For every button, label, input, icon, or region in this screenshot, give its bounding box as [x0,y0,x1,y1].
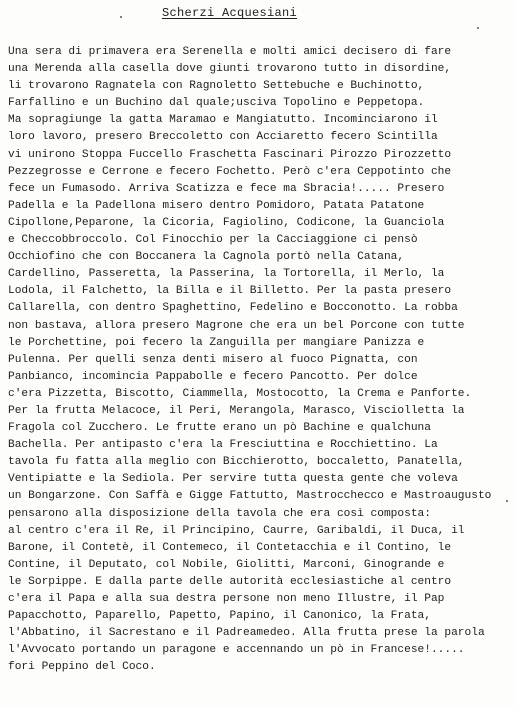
text-line: un Bongarzone. Con Saffà e Gigge Fattutto, Mastrocchecco e Mastroaugusto [8,490,492,503]
text-line: Callarella, con dentro Spaghettino, Fedelino e Bocconotto. La robba [8,302,458,315]
text-line: Contine, il Deputato, col Nobile, Giolitti, Marconi, Ginogrande e [8,558,445,571]
text-line: Ventipiatte e la Sediola. Per servire tutta questa gente che voleva [8,473,458,486]
document-title: Scherzi Acquesiani [162,6,298,20]
text-line: fori Peppino del Coco. [8,661,156,674]
text-line: c'era il Papa e alla sua destra persone non meno Illustre, il Pap [8,593,445,605]
text-line: Panbianco, incomincia Pappabolle e fecero Pancotto. Per dolce [8,370,418,383]
text-line: pensarono alla disposizione della tavola che era così composta: [8,507,431,520]
text-line: fece un Fumasodo. Arriva Scatizza e fece ma Sbracia!..... Presero [8,182,445,195]
text-line: Lodola, il Falchetto, la Billa e il Billetto. Per la pasta presero [8,285,452,298]
text-line: Occhiofino che con Boccanera la Cagnola portò nella Catana, [8,251,405,264]
text-line: le Sorpippe. E dalla parte delle autorità ecclesiastiche al centro [8,575,452,588]
text-line: c'era Pizzetta, Biscotto, Ciammella, Mostocotto, la Crema e Panforte. [8,387,472,400]
text-line: l'Avvocato portando un paragone e accennando un pò in Francese!..... [8,644,465,657]
text-line: li trovarono Ragnatela con Ragnoletto Settebuche e Buchinotto, [8,80,425,93]
text-line: Fragola col Zucchero. Le frutte erano un pò Bachine e qualchuna [8,422,431,435]
text-line: Barone, il Contetè, il Contemeco, il Contetacchia e il Contino, le [8,541,452,554]
text-line: Per la frutta Melacoce, il Peri, Merangola, Marasco, Visciolletta la [8,404,465,417]
text-line: Ma sopragiunge la gatta Maramao e Mangiatutto. Incominciarono il [8,114,438,127]
text-line: Cipollone,Peparone, la Cicoria, Fagiolino, Codicone, la Guanciola [8,216,445,229]
text-line: le Porchettine, poi fecero la Zanguilla per mangiare Panizza e [8,336,425,349]
text-line: Papacchotto, Paparello, Papetto, Papino, il Canonico, la Frata, [8,610,431,623]
text-line: Pulenna. Per quelli senza denti misero al fuoco Pignatta, con [8,353,418,366]
text-line: al centro c'era il Re, il Principino, Caurre, Garibaldi, il Duca, il [8,524,465,537]
text-line: tavola fu fatta alla meglio con Bicchierotto, boccaletto, Panatella, [8,456,465,469]
text-line: Farfallino e un Buchino dal quale;usciva Topolino e Peppetopa. [8,97,425,110]
text-line: Una sera di primavera era Serenella e molti amici decisero di fare [8,46,452,58]
ink-speck [120,16,122,18]
text-line: e Checcobbroccolo. Col Finocchio per la Cacciaggione ci pensò [8,234,418,247]
text-line: una Merenda alla casella dove giunti trovarono tutto in disordine, [8,63,452,76]
text-line: vi unirono Stoppa Fuccello Fraschetta Fascinari Pirozzo Pirozzetto [8,148,452,161]
ink-speck [477,27,479,29]
document-body [8,44,512,676]
text-line: Padella e la Padellona misero dentro Pomidoro, Patata Patatone [8,199,425,212]
text-line: Cardellino, Passeretta, la Passerina, la Tortorella, il Merlo, la [8,268,445,281]
text-line: Bachella. Per antipasto c'era la Fresciuttina e Rocchiettino. La [8,439,438,452]
text-line: loro lavoro, presero Breccoletto con Acciaretto fecero Scintilla [8,131,438,144]
text-line: l'Abbatino, il Sacrestano e il Padreamedeo. Alla frutta prese la parola [8,627,485,640]
text-line: non bastava, allora presero Magrone che era un bel Porcone con tutte [8,319,465,332]
text-line: Pezzegrosse e Cerrone e fecero Fochetto. Però c'era Ceppotinto che [8,165,452,178]
